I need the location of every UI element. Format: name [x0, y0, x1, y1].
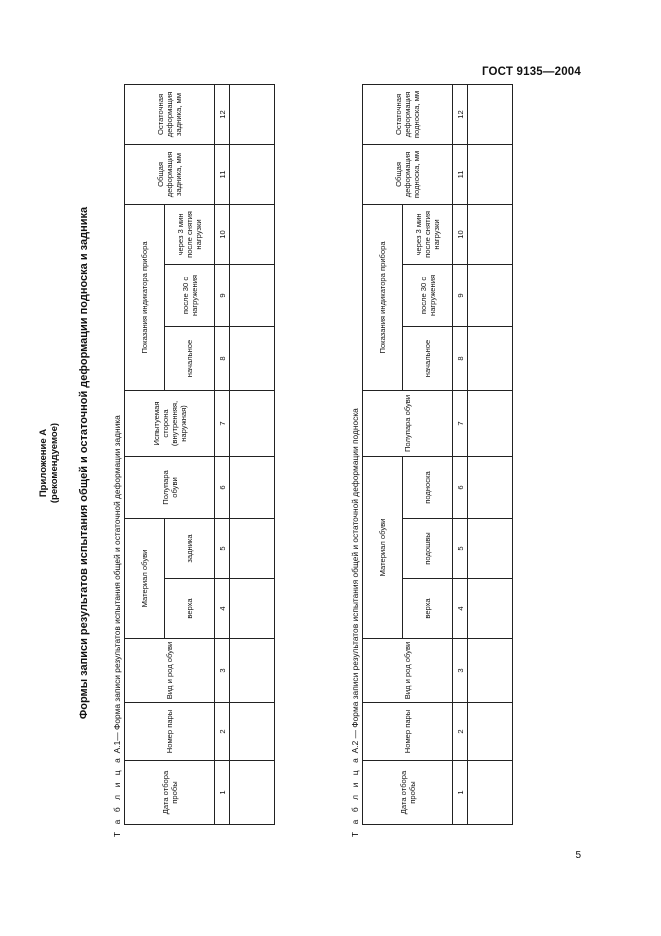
header-material-sole: подошвы — [403, 519, 453, 579]
header-pair: Номер пары — [363, 703, 453, 761]
col-number: 12 — [453, 84, 468, 144]
col-number: 9 — [215, 264, 230, 326]
col-number: 1 — [453, 761, 468, 825]
col-number: 5 — [215, 518, 230, 578]
column-numbers-row — [453, 84, 468, 824]
header-material-upper: верха — [165, 579, 215, 639]
header-material: Материал обуви — [363, 456, 403, 638]
empty-row — [230, 84, 275, 824]
empty-cell — [230, 84, 275, 144]
header-ind-3min: через 3 мин после снятия нагрузки — [403, 204, 453, 264]
col-number: 6 — [215, 456, 230, 518]
empty-cell — [468, 326, 513, 390]
col-number: 1 — [215, 761, 230, 825]
col-number: 7 — [453, 390, 468, 456]
header-material-upper: верха — [403, 579, 453, 639]
caption-prefix: Т а б л и ц а — [112, 755, 122, 837]
rotated-content — [38, 83, 465, 843]
empty-cell — [230, 264, 275, 326]
empty-cell — [468, 639, 513, 703]
empty-cell — [230, 761, 275, 825]
col-number: 11 — [215, 144, 230, 204]
table-a1 — [124, 84, 275, 825]
header-date: Дата отбора пробы — [363, 761, 453, 825]
empty-cell — [230, 326, 275, 390]
empty-cell — [230, 703, 275, 761]
col-number: 10 — [215, 204, 230, 264]
header-material: Материал обуви — [125, 518, 165, 638]
header-date: Дата отбора пробы — [125, 761, 215, 825]
empty-cell — [468, 703, 513, 761]
col-number: 12 — [215, 84, 230, 144]
empty-cell — [230, 144, 275, 204]
appendix-status: (рекомендуемое) — [49, 422, 60, 504]
col-number: 11 — [453, 144, 468, 204]
header-ind-30s: после 30 с нагружения — [403, 264, 453, 326]
standard-number: ГОСТ 9135—2004 — [481, 66, 581, 78]
col-number: 3 — [215, 639, 230, 703]
empty-cell — [230, 456, 275, 518]
col-number: 8 — [215, 326, 230, 390]
header-pair: Номер пары — [125, 703, 215, 761]
col-number: 4 — [215, 579, 230, 639]
header-residual: Остаточная деформация подноска, мм — [363, 84, 453, 144]
header-material-toecap: подноска — [403, 456, 453, 518]
col-number: 7 — [215, 390, 230, 456]
empty-cell — [468, 519, 513, 579]
caption-text: А.2 — Форма записи результатов испытания общей и остаточной деформации подноска — [350, 408, 360, 756]
header-kind: Вид и род обуви — [363, 639, 453, 703]
caption-prefix: Т а б л и ц а — [350, 755, 360, 837]
header-residual: Остаточная деформация задника, мм — [125, 84, 215, 144]
col-number: 9 — [453, 264, 468, 326]
page-number: 5 — [575, 850, 581, 861]
empty-row — [468, 84, 513, 824]
header-material-heel: задника — [165, 518, 215, 578]
header-indicator: Показания индикатора прибора — [363, 204, 403, 390]
empty-cell — [468, 761, 513, 825]
empty-cell — [230, 639, 275, 703]
col-number: 2 — [215, 703, 230, 761]
header-ind-3min: через 3 мин после снятия нагрузки — [165, 204, 215, 264]
header-ind-initial: начальное — [165, 326, 215, 390]
empty-cell — [468, 264, 513, 326]
table-a2-caption — [350, 408, 360, 837]
heading-block — [38, 83, 90, 843]
column-numbers-row — [215, 84, 230, 824]
header-total: Общая деформация задника, мм — [125, 144, 215, 204]
col-number: 4 — [453, 579, 468, 639]
empty-cell — [468, 204, 513, 264]
col-number: 10 — [453, 204, 468, 264]
header-ind-initial: начальное — [403, 326, 453, 390]
empty-cell — [468, 579, 513, 639]
col-number: 6 — [453, 456, 468, 518]
header-side: Испытуемая сторона (внутренняя, наружная) — [125, 390, 215, 456]
empty-cell — [230, 204, 275, 264]
appendix-title: Приложение А — [38, 428, 49, 498]
header-half: Полупара обуви — [363, 390, 453, 456]
empty-cell — [230, 579, 275, 639]
empty-cell — [230, 390, 275, 456]
header-indicator: Показания индикатора прибора — [125, 204, 165, 390]
empty-cell — [468, 144, 513, 204]
table-a2 — [362, 84, 513, 825]
caption-text: А.1— Форма записи результатов испытания общей и остаточной деформации задника — [112, 415, 122, 756]
empty-cell — [230, 518, 275, 578]
empty-cell — [468, 84, 513, 144]
header-kind: Вид и род обуви — [125, 639, 215, 703]
main-title: Формы записи результатов испытания общей и остаточной деформации подноска и задника — [78, 206, 90, 720]
empty-cell — [468, 456, 513, 518]
col-number: 3 — [453, 639, 468, 703]
col-number: 5 — [453, 519, 468, 579]
table-a1-caption — [112, 415, 122, 837]
col-number: 2 — [453, 703, 468, 761]
header-half: Полупара обуви — [125, 456, 215, 518]
empty-cell — [468, 390, 513, 456]
header-total: Общая деформация подноска, мм — [363, 144, 453, 204]
col-number: 8 — [453, 326, 468, 390]
header-ind-30s: после 30 с нагружения — [165, 264, 215, 326]
